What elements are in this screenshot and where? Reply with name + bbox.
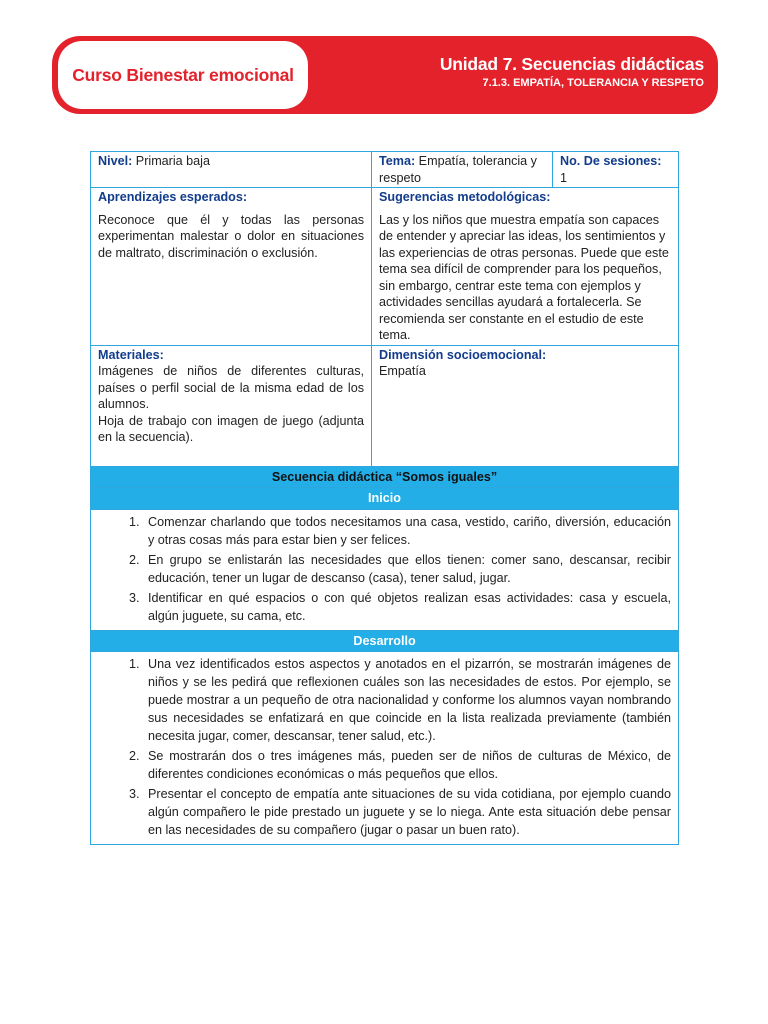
sugerencias-label: Sugerencias metodológicas:	[379, 190, 551, 204]
aprendizajes-row	[91, 188, 679, 346]
sesiones-cell	[553, 152, 679, 188]
nivel-label: Nivel:	[98, 154, 133, 168]
sequence-title: Secuencia didáctica “Somos iguales”	[271, 469, 498, 484]
inicio-row	[91, 509, 679, 630]
desarrollo-label: Desarrollo	[353, 633, 416, 648]
materiales-row	[91, 345, 679, 466]
nivel-value: Primaria baja	[135, 154, 210, 168]
list-item: 1. Comenzar charlando que todos necesitamos una casa, vestido, cariño, diversión, educación y otras cosas más para estar bien y ser felices.	[143, 513, 671, 549]
aprendizajes-text: Reconoce que él y todas las personas experimentan malestar o dolor en situaciones de maltrato, discriminación o exclusión.	[98, 212, 364, 260]
sequence-title-cell	[91, 466, 679, 488]
tema-cell	[372, 152, 553, 188]
course-title-box	[58, 41, 308, 109]
sesiones-value: 1	[560, 170, 568, 185]
desarrollo-row	[91, 652, 679, 845]
desarrollo-header-row	[91, 630, 679, 652]
sugerencias-text: Las y los niños que muestra empatía son capaces de entender y apreciar las ideas, los sentimientos y las experiencias de otras personas. Puede que este tema sea difícil de comprender para los pequeños, sin embargo, centrar este tema con ejemplos y actividades sencillas ayudará a fortalecerla. Se recomienda ser constante en el estudio de este tema.	[379, 212, 669, 342]
desarrollo-list	[98, 655, 671, 839]
dimension-value: Empatía	[379, 364, 426, 378]
inicio-list	[98, 513, 671, 625]
list-item: 1. Una vez identificados estos aspectos y anotados en el pizarrón, se mostrarán imágenes de niños y se les pedirá que reflexionen cuáles son las necesidades de estos. Por ejemplo, se puede mostrar a un pequeño de otra nacionalidad y conforme los alumnos vayan nombrando sus necesidades se enfatizará en que coincide en la lista realizada previamente (también necesita jugar, comer, descansar, tener salud, etc.).	[143, 655, 671, 745]
desarrollo-header-cell	[91, 630, 679, 652]
nivel-cell	[91, 152, 372, 188]
inicio-header-row	[91, 488, 679, 510]
sesiones-label: No. De sesiones:	[560, 154, 662, 168]
inicio-header-cell	[91, 488, 679, 510]
materiales-label: Materiales:	[98, 347, 164, 362]
aprendizajes-cell	[91, 188, 372, 346]
list-item: 2. En grupo se enlistarán las necesidades que ellos tienen: comer sano, descansar, recibir educación, tener un lugar de descanso (casa), tener salud, jugar.	[143, 551, 671, 587]
tema-value: Empatía, tolerancia y respeto	[379, 154, 537, 185]
lesson-plan-table	[90, 151, 679, 845]
sugerencias-cell	[372, 188, 679, 346]
materiales-text-2: Hoja de trabajo con imagen de juego (adjunta en la secuencia).	[98, 413, 364, 444]
list-item: 2. Se mostrarán dos o tres imágenes más, pueden ser de niños de culturas de México, de diferentes condiciones económicas o más pequeños que ellos.	[143, 747, 671, 783]
unit-title: Unidad 7. Secuencias didácticas	[439, 54, 704, 74]
tema-label: Tema:	[379, 154, 416, 168]
list-item: 3. Presentar el concepto de empatía ante situaciones de su vida cotidiana, por ejemplo cuando algún compañero le pide prestado un juguete y se lo niega. Ante esta situación debe pensar en las necesidades de su compañero (jugar o pasar un buen rato).	[143, 785, 671, 839]
dimension-cell	[372, 345, 679, 466]
inicio-label: Inicio	[368, 491, 401, 505]
sequence-title-row	[91, 466, 679, 488]
aprendizajes-label: Aprendizajes esperados:	[98, 190, 248, 204]
list-item: 3. Identificar en qué espacios o con qué objetos realizan esas actividades: casa y escuela, algún juguete, su cama, etc.	[143, 589, 671, 625]
unit-subtitle: 7.1.3. EMPATÍA, TOLERANCIA Y RESPETO	[482, 77, 704, 89]
materiales-text-1: Imágenes de niños de diferentes culturas, países o perfil social de la misma edad de los alumnos.	[98, 364, 364, 411]
dimension-label: Dimensión socioemocional:	[379, 347, 547, 362]
info-row	[91, 152, 679, 188]
materiales-cell	[91, 345, 372, 466]
unit-heading	[440, 53, 704, 89]
desarrollo-cell	[91, 652, 679, 845]
inicio-cell	[91, 509, 679, 630]
course-title: Curso Bienestar emocional	[72, 64, 294, 85]
